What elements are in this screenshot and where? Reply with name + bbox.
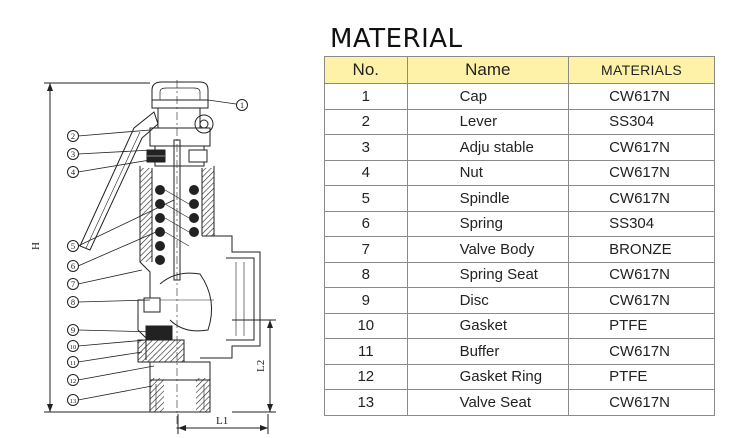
table-header-row [325, 57, 715, 84]
callout-1-label: 1 [239, 100, 245, 110]
callout-4-label: 4 [70, 167, 76, 177]
row-name-cell [407, 160, 569, 186]
row-material: CW617N [609, 189, 670, 207]
row-no: 3 [325, 135, 408, 161]
callout-8 [68, 297, 79, 308]
row-material-cell [569, 339, 715, 365]
table-row [325, 84, 715, 110]
row-name-cell [407, 237, 569, 263]
callout-13-label: 13 [69, 398, 77, 405]
row-no: 12 [325, 364, 408, 390]
header-materials: MATERIALS [569, 57, 715, 84]
row-material: PTFE [609, 368, 648, 386]
row-name-cell [407, 109, 569, 135]
row-name: Nut [459, 164, 483, 182]
row-material-cell [569, 84, 715, 110]
row-material: CW617N [609, 291, 670, 309]
callout-2-label: 2 [70, 131, 76, 141]
row-no: 8 [325, 262, 408, 288]
callout-6 [68, 261, 79, 272]
valve-cross-section-drawing [0, 0, 300, 438]
row-name: Valve Body [459, 240, 535, 258]
row-name-cell [407, 211, 569, 237]
row-material-cell [569, 160, 715, 186]
row-name-cell [407, 364, 569, 390]
row-material-cell [569, 135, 715, 161]
table-row [325, 135, 715, 161]
row-material: PTFE [609, 317, 648, 335]
callout-1 [237, 100, 248, 111]
callout-9 [68, 325, 79, 336]
callout-10 [68, 341, 79, 352]
callout-5 [68, 241, 79, 252]
row-no: 10 [325, 313, 408, 339]
row-material-cell [569, 313, 715, 339]
row-material-cell [569, 109, 715, 135]
row-material-cell [569, 262, 715, 288]
row-material-cell [569, 390, 715, 416]
row-material-cell [569, 364, 715, 390]
row-no: 6 [325, 211, 408, 237]
row-no: 7 [325, 237, 408, 263]
row-name-cell [407, 390, 569, 416]
row-no: 13 [325, 390, 408, 416]
row-no: 5 [325, 186, 408, 212]
callout-11 [68, 357, 79, 368]
table-row [325, 313, 715, 339]
row-no: 11 [325, 339, 408, 365]
material-title: MATERIAL [330, 24, 463, 54]
row-name: Buffer [459, 342, 500, 360]
callout-9-label: 9 [70, 325, 76, 335]
row-name: Cap [459, 87, 488, 105]
material-table [324, 56, 715, 416]
callout-5-label: 5 [70, 241, 76, 251]
row-material: BRONZE [609, 240, 672, 258]
row-material: CW617N [609, 393, 670, 411]
bonnet-part [147, 108, 210, 166]
callout-3 [68, 149, 79, 160]
row-name-cell [407, 339, 569, 365]
callout-3-label: 3 [70, 149, 76, 159]
callout-10-label: 10 [69, 344, 77, 351]
table-row [325, 390, 715, 416]
row-material-cell [569, 186, 715, 212]
table-row [325, 364, 715, 390]
dimension-l2-label: L2 [255, 359, 267, 372]
callout-7 [68, 279, 79, 290]
row-no: 1 [325, 84, 408, 110]
row-name: Spindle [459, 189, 510, 207]
callout-11-label: 11 [69, 360, 77, 367]
dimension-h-label: H [30, 242, 42, 250]
row-no: 4 [325, 160, 408, 186]
table-row [325, 160, 715, 186]
row-name-cell [407, 313, 569, 339]
row-material: CW617N [609, 87, 670, 105]
callout-6-label: 6 [70, 261, 76, 271]
row-no: 2 [325, 109, 408, 135]
row-name-cell [407, 135, 569, 161]
row-name-cell [407, 288, 569, 314]
table-row [325, 339, 715, 365]
row-name: Gasket [459, 317, 508, 335]
disc-seat-area [138, 298, 210, 380]
callout-12-label: 12 [69, 378, 77, 385]
row-material-cell [569, 211, 715, 237]
dimension-l1 [178, 414, 268, 434]
row-material: CW617N [609, 342, 670, 360]
row-name: Gasket Ring [459, 368, 543, 386]
callout-13 [68, 395, 79, 406]
row-material: CW617N [609, 138, 670, 156]
row-name: Lever [459, 113, 498, 131]
row-material-cell [569, 288, 715, 314]
header-name: Name [407, 57, 569, 84]
row-material: SS304 [609, 215, 655, 233]
table-row [325, 211, 715, 237]
row-name: Spring [459, 215, 503, 233]
inlet-thread-part [150, 378, 210, 412]
table-row [325, 288, 715, 314]
row-material: SS304 [609, 113, 655, 131]
table-row [325, 237, 715, 263]
callout-7-label: 7 [70, 279, 76, 289]
row-name: Adju stable [459, 138, 534, 156]
row-name-cell [407, 186, 569, 212]
row-name: Valve Seat [459, 393, 532, 411]
row-no: 9 [325, 288, 408, 314]
dimension-l1-label: L1 [216, 415, 229, 427]
callout-8-label: 8 [70, 297, 76, 307]
table-row [325, 186, 715, 212]
callout-2 [68, 131, 79, 142]
row-material-cell [569, 237, 715, 263]
table-row [325, 262, 715, 288]
callout-12 [68, 375, 79, 386]
table-row [325, 109, 715, 135]
callout-4 [68, 167, 79, 178]
row-name-cell [407, 262, 569, 288]
row-material: CW617N [609, 266, 670, 284]
header-no: No. [325, 57, 408, 84]
row-material: CW617N [609, 164, 670, 182]
row-name: Spring Seat [459, 266, 538, 284]
row-name-cell [407, 84, 569, 110]
row-name: Disc [459, 291, 489, 309]
